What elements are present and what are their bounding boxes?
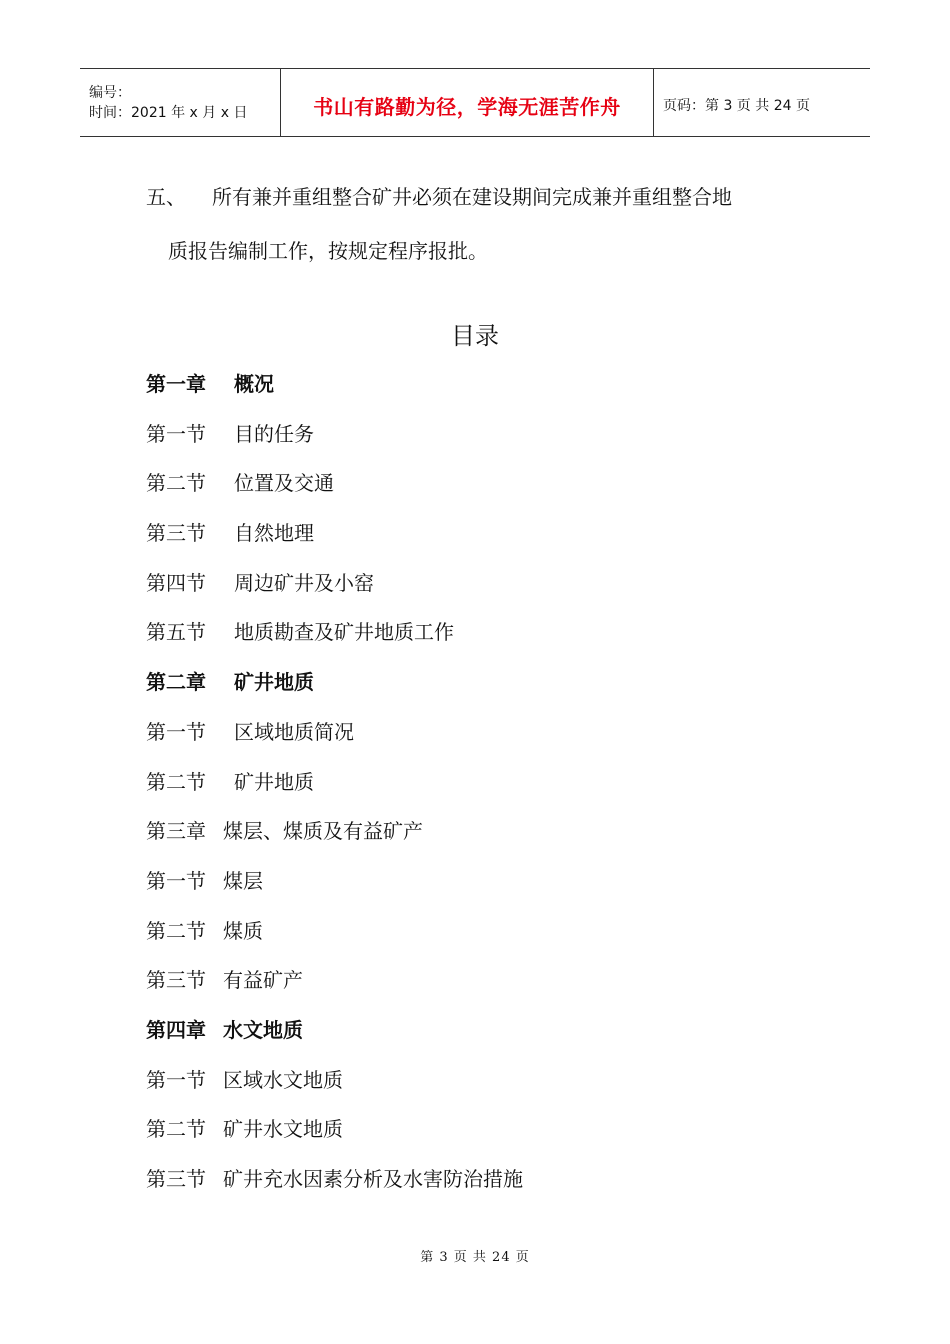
toc-label: 第二章	[146, 670, 206, 695]
toc-label: 第二节	[146, 769, 206, 794]
document-date: 时间：2021 年 x 月 x 日	[89, 104, 248, 121]
toc-text: 矿井地质	[234, 670, 314, 695]
toc-chapter[interactable]	[146, 812, 523, 862]
toc-section[interactable]	[146, 464, 523, 514]
toc-text: 区域水文地质	[223, 1067, 343, 1092]
intro-text-1: 所有兼并重组整合矿井必须在建设期间完成兼并重组整合地	[212, 185, 732, 209]
header-page-info: 页码：第 3 页 共 24 页	[663, 97, 810, 114]
toc-section[interactable]	[146, 713, 523, 763]
toc-section[interactable]	[146, 1061, 523, 1111]
toc-title: 目录	[451, 322, 499, 350]
header-page-cell	[654, 69, 870, 136]
toc-text: 有益矿产	[223, 968, 303, 993]
toc-label: 第二节	[146, 471, 206, 496]
toc-label: 第二节	[146, 918, 206, 943]
motto-text: 书山有路勤为径，学海无涯苦作舟	[313, 95, 621, 119]
toc-text: 区域地质简况	[234, 719, 354, 744]
intro-line-1	[146, 170, 826, 224]
toc-text: 目的任务	[234, 421, 314, 446]
toc-text: 位置及交通	[234, 471, 334, 496]
toc-section[interactable]	[146, 415, 523, 465]
toc-label: 第一节	[146, 719, 206, 744]
toc-label: 第一节	[146, 421, 206, 446]
toc-text: 矿井地质	[234, 769, 314, 794]
toc-text: 自然地理	[234, 521, 314, 546]
page-header	[80, 68, 870, 137]
toc-section[interactable]	[146, 564, 523, 614]
toc-label: 第三章	[146, 819, 206, 844]
toc-label: 第二节	[146, 1117, 206, 1142]
toc-text: 煤层、煤质及有益矿产	[223, 819, 423, 844]
toc-section[interactable]	[146, 1160, 523, 1210]
toc-text: 周边矿井及小窑	[234, 570, 374, 595]
toc-section[interactable]	[146, 912, 523, 962]
intro-paragraph	[146, 170, 826, 278]
toc-label: 第三节	[146, 968, 206, 993]
toc-section[interactable]	[146, 763, 523, 813]
toc-label: 第五节	[146, 620, 206, 645]
toc-section[interactable]	[146, 961, 523, 1011]
toc-label: 第三节	[146, 521, 206, 546]
intro-line-2: 质报告编制工作，按规定程序报批。	[168, 239, 488, 263]
toc-label: 第一节	[146, 868, 206, 893]
toc-text: 矿井水文地质	[223, 1117, 343, 1142]
document-number: 编号：	[89, 84, 131, 101]
toc-chapter[interactable]	[146, 365, 523, 415]
toc-label: 第一章	[146, 372, 206, 396]
header-meta-cell	[80, 69, 281, 136]
toc-label: 第四章	[146, 1017, 206, 1042]
toc-section[interactable]	[146, 514, 523, 564]
toc-text: 矿井充水因素分析及水害防治措施	[223, 1167, 523, 1191]
toc-text: 煤质	[223, 918, 263, 943]
intro-item-number: 五、	[146, 185, 186, 209]
toc-text: 水文地质	[223, 1017, 303, 1042]
toc-section[interactable]	[146, 862, 523, 912]
toc-section[interactable]	[146, 613, 523, 663]
toc-text: 地质勘查及矿井地质工作	[234, 620, 454, 645]
toc-label: 第四节	[146, 570, 206, 595]
toc-chapter[interactable]	[146, 1011, 523, 1061]
toc-section[interactable]	[146, 1110, 523, 1160]
toc-chapter[interactable]	[146, 663, 523, 713]
toc-label: 第一节	[146, 1067, 206, 1092]
page-footer: 第 3 页 共 24 页	[420, 1250, 530, 1265]
header-motto-cell	[281, 69, 654, 136]
table-of-contents	[146, 365, 523, 1210]
toc-label: 第三节	[146, 1167, 206, 1191]
toc-text: 煤层	[223, 868, 263, 893]
toc-text: 概况	[234, 372, 274, 396]
